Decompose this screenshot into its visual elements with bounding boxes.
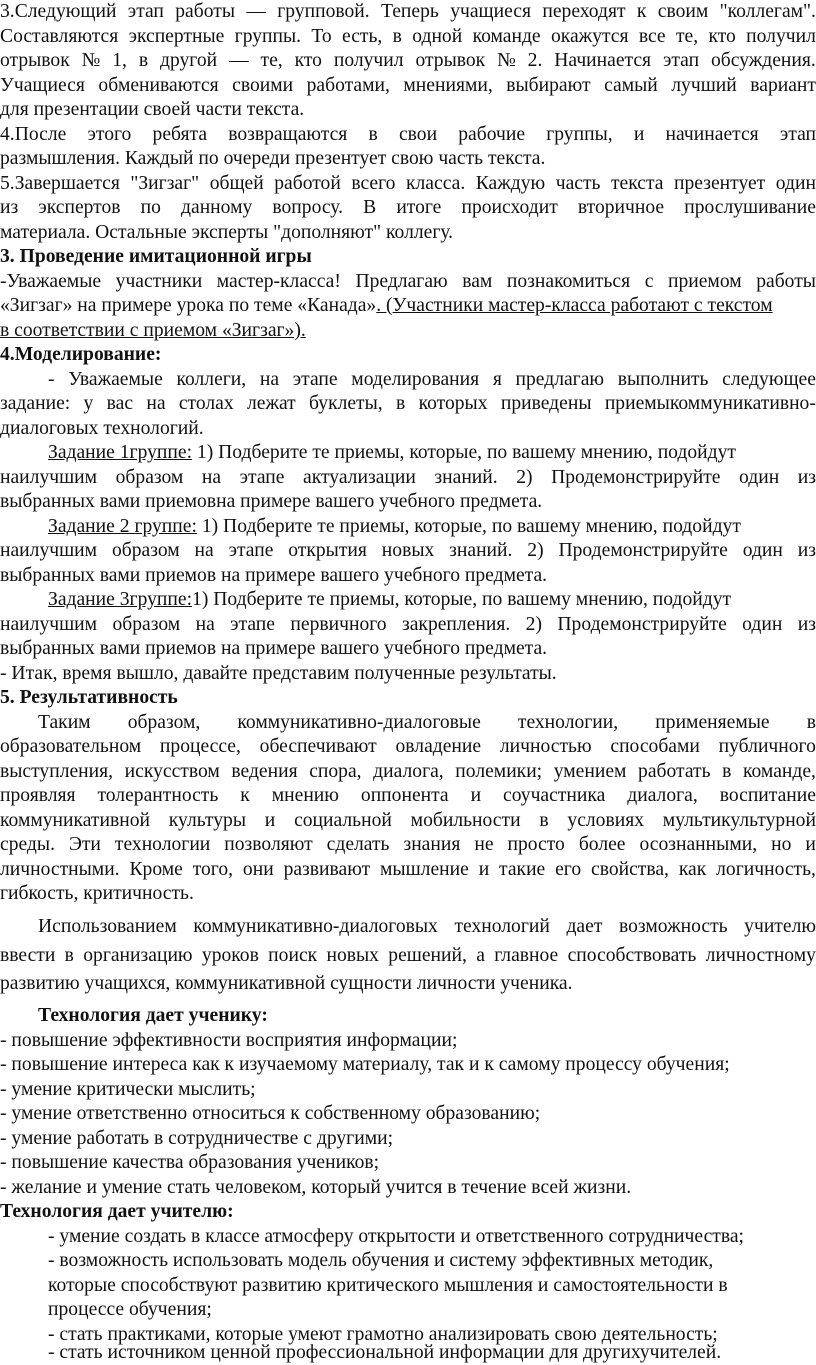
word: искусством [124, 761, 220, 782]
word: в [396, 393, 406, 414]
list-item: которые способствуют развитию критического мышления и самостоятельности в [48, 1275, 728, 1296]
word: в [64, 945, 74, 966]
word: применяемые [655, 712, 770, 733]
word: своим [657, 1, 709, 22]
section-heading: 4.Моделирование: [0, 344, 162, 365]
text-line [48, 368, 816, 392]
text-line: выбранных вами приемовна примере вашего учебного предмета. [0, 491, 543, 512]
text-line [0, 809, 816, 833]
word: у [83, 393, 94, 414]
word: следующее [722, 369, 816, 390]
text-line [0, 25, 816, 49]
list-item: - стать источником ценной профессиональной информации для другихучителей. [48, 1342, 722, 1363]
word: и [470, 785, 482, 806]
text-line [0, 172, 816, 196]
word: ввести [0, 945, 56, 966]
word: свойства, [591, 859, 669, 880]
word: возвращаются [228, 124, 348, 145]
task-line [48, 588, 816, 612]
word: переходят [542, 1, 626, 22]
word: позволяют [224, 834, 313, 855]
word: решений, [388, 945, 467, 966]
text-line: материала. Остальные эксперты "дополняют" коллегу. [0, 222, 454, 243]
word: предлагаю [515, 369, 605, 390]
word: способствовать [567, 945, 697, 966]
word: наилучшим [0, 614, 98, 635]
text-line [0, 49, 816, 73]
word: презентует [674, 173, 766, 194]
word: № [81, 50, 101, 71]
word: наилучшим [0, 540, 98, 561]
text-line: - Итак, время вышло, давайте представим полученные результаты. [0, 663, 557, 684]
word: Таким [38, 712, 91, 733]
text-line [38, 711, 816, 735]
word: в [806, 712, 816, 733]
word: 3.Следующий [0, 1, 117, 22]
word: 2) [516, 467, 533, 488]
word: есть, [342, 26, 383, 47]
word: -Уважаемые [0, 271, 102, 292]
word: этого [87, 124, 132, 145]
word: мультикультурной [662, 810, 816, 831]
word: обсуждения. [710, 50, 816, 71]
word: технологии [114, 834, 211, 855]
list-item: - умение работать в сотрудничестве с другими; [0, 1128, 394, 1149]
word: учителю [744, 916, 816, 937]
word: моделирования [351, 369, 480, 390]
list-item: - повышение эффективности восприятия информации; [0, 1030, 458, 1051]
word: все [638, 26, 666, 47]
text-line: для презентации своей части текста. [0, 99, 305, 120]
word: этап [662, 50, 700, 71]
word: образовательном [0, 736, 142, 757]
word: дает [566, 916, 603, 937]
word: приведены [500, 393, 592, 414]
word: кто [294, 50, 322, 71]
word: диалога, [373, 761, 444, 782]
word: его [555, 859, 582, 880]
word: на [195, 614, 215, 635]
word: и [478, 859, 490, 880]
word: данному [181, 197, 253, 218]
word: поиск [268, 945, 318, 966]
word: экспертные [128, 26, 225, 47]
word: знаний. [449, 540, 513, 561]
word: главное [494, 945, 559, 966]
word: новых [381, 540, 435, 561]
word: работой [274, 173, 341, 194]
word: организацию [83, 945, 193, 966]
word: знаний. [434, 467, 498, 488]
word: развивают [283, 859, 371, 880]
list-item: - стать практиками, которые умеют грамотно анализировать свою деятельность; [48, 1324, 718, 1345]
word: получил [746, 26, 816, 47]
section-heading: Технология дает ученику: [38, 1005, 268, 1026]
word: знания [403, 834, 461, 855]
word: которых [418, 393, 488, 414]
word: коммуникативно-диалоговых [193, 916, 438, 937]
word: обеспечивают [259, 736, 377, 757]
word: 2. [527, 50, 543, 71]
word: этап [127, 1, 164, 22]
text-line [0, 735, 816, 759]
word: полемики; [455, 761, 543, 782]
word: из [797, 614, 816, 635]
word: актуализации [303, 467, 416, 488]
word: те, [675, 26, 699, 47]
word: новых [326, 945, 379, 966]
word: процессе, [159, 736, 241, 757]
list-item: процессе обучения; [48, 1299, 212, 1320]
task-label: Задание 3группе: [48, 589, 193, 610]
text-line [0, 539, 816, 563]
task-label: Задание 2 группе: [48, 516, 197, 537]
word: Использованием [38, 916, 177, 937]
word: коммуникативной [0, 810, 150, 831]
text-line [0, 833, 816, 857]
word: культуры [168, 810, 246, 831]
word: на [201, 467, 222, 488]
word: образом [111, 540, 180, 561]
word: свои [398, 124, 438, 145]
word: просто [507, 834, 565, 855]
word: получил [333, 50, 404, 71]
text-line: развитию учащихся, коммуникативной сущности личности ученика. [0, 973, 573, 994]
word: общей [209, 173, 264, 194]
word: закрепления. [401, 614, 511, 635]
word: лежат [246, 393, 296, 414]
list-item: - умение критически мыслить; [0, 1079, 256, 1100]
word: этапе [230, 614, 275, 635]
word: наилучшим [0, 467, 98, 488]
text-line [0, 858, 816, 882]
word: класса. [406, 173, 466, 194]
word: технологий [454, 916, 550, 937]
word: соучастника [503, 785, 606, 806]
word: самый [604, 75, 658, 96]
word: прослушивание [684, 197, 816, 218]
word: из [797, 540, 816, 561]
word: этапе [292, 369, 338, 390]
text-line [0, 196, 816, 220]
word: личностью [499, 736, 592, 757]
word: проявляя [0, 785, 76, 806]
word: этапе [228, 540, 274, 561]
word: 1, [112, 50, 127, 71]
word: из [0, 197, 19, 218]
word: № [497, 50, 516, 71]
word: на [194, 540, 214, 561]
word: к [240, 785, 250, 806]
word: один [775, 173, 816, 194]
task-line [48, 515, 816, 539]
section-heading: 3. Проведение имитационной игры [0, 246, 312, 267]
word: - [48, 369, 55, 390]
text-line: диалоговых технологий. [0, 418, 204, 439]
text-line [0, 392, 816, 416]
word: в [722, 761, 732, 782]
word: те, [260, 50, 283, 71]
word: вторичное [577, 197, 665, 218]
word: на [259, 369, 280, 390]
text-line [0, 74, 816, 98]
word: сделать [326, 834, 390, 855]
word: образом, [127, 712, 201, 733]
word: мастер-класса! [216, 271, 341, 292]
word: я [492, 369, 502, 390]
word: Продемонстрируйте [551, 467, 721, 488]
word: Предлагаю [355, 271, 448, 292]
word: мнениями, [403, 75, 493, 96]
word: приемом [667, 271, 742, 292]
list-item: - желание и умение стать человеком, который учится в течение всей жизни. [0, 1177, 632, 1198]
word: в [392, 26, 402, 47]
text-line: размышления. Каждый по очереди презентует свою часть текста. [0, 148, 546, 169]
word: и [264, 810, 276, 831]
word: текста [610, 173, 664, 194]
word: на [146, 393, 166, 414]
word: мышление [380, 859, 469, 880]
word: личностному [705, 945, 816, 966]
word: оппонента [360, 785, 449, 806]
word: всего [351, 173, 396, 194]
word: 2) [525, 614, 542, 635]
word: — [229, 50, 249, 71]
word: логичность, [716, 859, 816, 880]
word: в [368, 124, 378, 145]
word: Начинается [554, 50, 652, 71]
word: они [242, 859, 274, 880]
word: Теперь [381, 1, 439, 22]
word: вопросу. [272, 197, 344, 218]
word: публичного [718, 736, 816, 757]
word: другой [159, 50, 218, 71]
word: 5.Завершается [0, 173, 120, 194]
word: происходит [461, 197, 558, 218]
word: Уважаемые [68, 369, 163, 390]
word: умением [553, 761, 627, 782]
word: выступления, [0, 761, 114, 782]
word: мобильности [410, 810, 521, 831]
underlined-fragment: . (Участники мастер-класса работают с текстом [376, 295, 773, 316]
word: работы [175, 1, 235, 22]
word: среды. [0, 834, 55, 855]
word: воспитание [719, 785, 816, 806]
word: работами, [306, 75, 390, 96]
task-line [48, 441, 816, 465]
word: работать [638, 761, 711, 782]
word: социальной [294, 810, 392, 831]
word: вариант [750, 75, 816, 96]
word: — [246, 1, 266, 22]
word: более [578, 834, 626, 855]
word: овладение [395, 736, 482, 757]
text-fragment: «Зигзаг» на примере урока по теме «Канада» [0, 295, 377, 316]
word: и [633, 124, 645, 145]
word: выполнить [617, 369, 709, 390]
word: образом [115, 467, 184, 488]
word: участники [115, 271, 203, 292]
word: в [138, 50, 149, 71]
word: диалога, [627, 785, 698, 806]
task-label: Задание 1группе: [48, 442, 193, 463]
word: условиях [567, 810, 645, 831]
word: личностными. [0, 859, 120, 880]
list-item: - умение создать в классе атмосферу открытости и ответственного сотрудничества; [48, 1226, 744, 1247]
word: открытия [288, 540, 367, 561]
word: начинается [665, 124, 759, 145]
word: одной [412, 26, 463, 47]
list-item: - умение ответственно относиться к собственному образованию; [0, 1103, 541, 1124]
word: выбирают [506, 75, 591, 96]
word: как [678, 859, 707, 880]
task-text: 1) Подберите те приемы, которые, по вашему мнению, подойдут [196, 516, 741, 537]
word: Составляются [0, 26, 119, 47]
word: отрывок [0, 50, 70, 71]
word: один [739, 467, 780, 488]
word: вам [462, 271, 493, 292]
text-line: выбранных вами приемов на примере вашего учебного предмета. [0, 565, 548, 586]
list-item: - возможность использовать модель обучения и систему эффективных методик, [48, 1250, 714, 1271]
word: 2) [527, 540, 544, 561]
word: уроков [201, 945, 259, 966]
word: а [476, 945, 485, 966]
word: команде, [742, 761, 816, 782]
word: того, [192, 859, 234, 880]
word: буклеты, [309, 393, 383, 414]
word: первичного [290, 614, 387, 635]
word: коммуникативно-диалоговые [237, 712, 481, 733]
word: по [140, 197, 161, 218]
word: возможность [618, 916, 728, 937]
word: этап [779, 124, 816, 145]
word: не [474, 834, 494, 855]
text-line [0, 784, 816, 808]
text-line [0, 294, 816, 318]
word: То [311, 26, 332, 47]
list-item: - повышение качества образования учеников; [0, 1152, 380, 1173]
word: познакомиться [506, 271, 631, 292]
word: один [742, 614, 783, 635]
word: образом [112, 614, 181, 635]
word: "коллегам". [719, 1, 816, 22]
word: учащиеся [450, 1, 532, 22]
word: столах [178, 393, 234, 414]
text-line: гибкость, критичность. [0, 883, 194, 904]
word: с [644, 271, 654, 292]
word: вас [106, 393, 134, 414]
word: команде [472, 26, 541, 47]
word: задание: [0, 393, 71, 414]
word: один [742, 540, 783, 561]
word: Кроме [129, 859, 183, 880]
word: этапе [239, 467, 285, 488]
text-line [0, 466, 816, 490]
word: мнению [271, 785, 339, 806]
word: в [539, 810, 549, 831]
task-text: 1) Подберите те приемы, которые, по вашему мнению, подойдут [192, 442, 736, 463]
word: В [363, 197, 377, 218]
word: группы. [234, 26, 302, 47]
word: экспертов [38, 197, 121, 218]
word: способами [610, 736, 700, 757]
word: окажутся [550, 26, 629, 47]
word: группы, [546, 124, 613, 145]
word: но [771, 834, 792, 855]
word: отрывок [415, 50, 486, 71]
word: к [636, 1, 647, 22]
text-line: выбранных вами приемов на примере вашего учебного предмета. [0, 638, 548, 659]
text-line [38, 915, 816, 939]
word: групповой. [277, 1, 370, 22]
word: часть [555, 173, 601, 194]
word: толерантность [97, 785, 219, 806]
word: коллеги, [176, 369, 247, 390]
word: обмениваются [98, 75, 219, 96]
word: "Зигзаг" [130, 173, 200, 194]
word: лучший [671, 75, 737, 96]
text-line [0, 760, 816, 784]
task-text: 1) Подберите те приемы, которые, по вашему мнению, подойдут [192, 589, 732, 610]
word: приемыкоммуникативно- [604, 393, 816, 414]
word: Учащиеся [0, 75, 85, 96]
word: кто [708, 26, 736, 47]
word: рабочие [458, 124, 526, 145]
word: своими [232, 75, 294, 96]
word: осознанными, [639, 834, 758, 855]
text-line [0, 613, 816, 637]
word: технологии, [517, 712, 619, 733]
word: ведения [231, 761, 298, 782]
text-line [0, 944, 816, 968]
word: Эти [68, 834, 101, 855]
section-heading: Технология дает учителю: [0, 1201, 234, 1222]
list-item: - повышение интереса как к изучаемому материалу, так и к самому процессу обучения; [0, 1054, 730, 1075]
word: такие [499, 859, 546, 880]
word: Каждую [475, 173, 546, 194]
word: из [797, 467, 816, 488]
word: ребята [152, 124, 208, 145]
text-line [0, 270, 816, 294]
word: итоге [396, 197, 442, 218]
word: работы [756, 271, 816, 292]
underlined-line: в соответствии с приемом «Зигзаг»). [0, 320, 306, 341]
text-line [0, 123, 816, 147]
word: спора, [309, 761, 362, 782]
text-line [0, 0, 816, 24]
word: Продемонстрируйте [557, 614, 727, 635]
section-heading: 5. Результативность [0, 687, 178, 708]
word: Продемонстрируйте [558, 540, 728, 561]
word: и [805, 834, 816, 855]
word: 4.После [0, 124, 67, 145]
